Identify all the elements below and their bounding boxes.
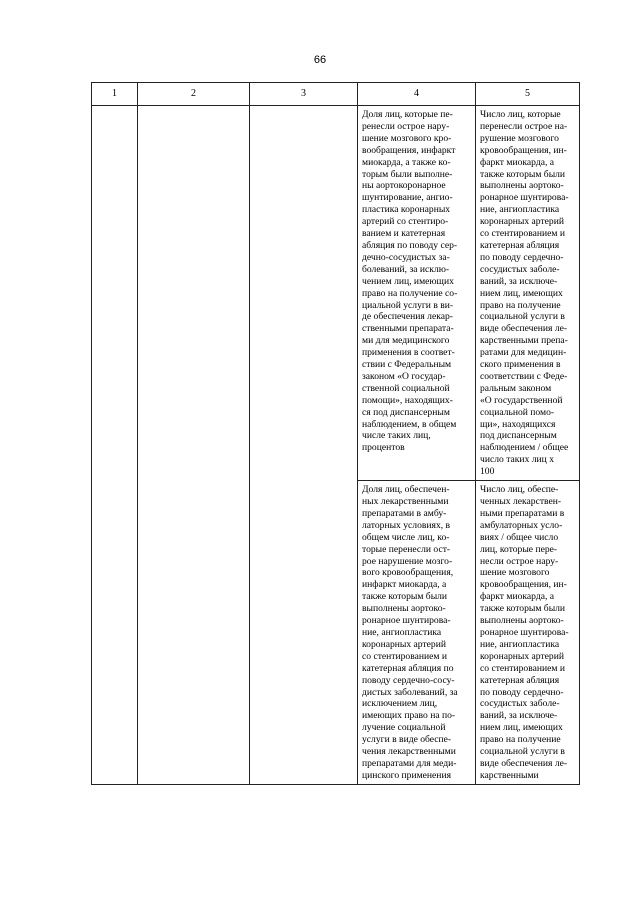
indicator-name-text: Доля лиц, которые пе- ренесли острое нару- шение мозгового кро- вообращения, инфаркт миокарда, а также ко- торым были выполне- ны аортокоронарное шунтирование, ангио- пластика коронарных артерий со стентиро- ванием и катетерная абляция по поводу сер- дечно-сосудистых за- болеваний, за исклю- чением лиц, имеющих право на получение со- циальной услуги в ви- де обеспечения лекар- ственными препарата- ми для медицинского применения в соответ- ствии с Федеральным законом «О государ- ственной социальной помощи», находящих- ся под диспансерным наблюдением, в общем числе таких лиц, процентов — [362, 109, 458, 454]
table-row — [92, 106, 580, 481]
indicator-formula-cell — [476, 106, 580, 481]
header-col-5: 5 — [476, 83, 580, 106]
cell-col-3 — [250, 106, 358, 785]
cell-col-2 — [138, 106, 250, 785]
indicator-name-text: Доля лиц, обеспечен- ных лекарственными препаратами в амбу- латорных условиях, в общем числе лиц, ко- торые перенесли ост- рое нарушение мозго- вого кровообращения, инфаркт миокарда, а также которым были выполнены аортоко- ронарное шунтирова- ние, ангиопластика коронарных артерий со стентированием и катетерная абляция по поводу сердечно-сосу- дистых заболеваний, за исключением лиц, имеющих право на по- лучение социальной услуги в виде обеспе- чения лекарственными препаратами для меди- цинского применения — [362, 484, 458, 781]
table-header-row — [92, 83, 580, 106]
indicator-formula-text: Число лиц, обеспе- ченных лекарствен- ными препаратами в амбулаторных усло- виях / общее число лиц, которые пере- несли острое нару- шение мозгового кровообращения, ин- фаркт миокарда, а также которым были выполнены аортоко- ронарное шунтирова- ние, ангиопластика коронарных артерий со стентированием и катетерная абляция по поводу сердечно- сосудистых заболе- ваний, за исключе- нием лиц, имеющих право на получение социальной услуги в виде обеспечения ле- карственными — [480, 484, 569, 781]
header-col-1: 1 — [92, 83, 138, 106]
indicator-name-cell — [358, 106, 476, 481]
indicator-table — [91, 82, 580, 785]
header-col-4: 4 — [358, 83, 476, 106]
indicator-formula-text: Число лиц, которые перенесли острое на- рушение мозгового кровообращения, ин- фаркт миокарда, а также которым были выполнены аортоко- ронарное шунтирова- ние, ангиопластика коронарных артерий со стентированием и катетерная абляция по поводу сердечно- сосудистых заболе- ваний, за исключе- нием лиц, имеющих право на получение социальной услуги в виде обеспечения ле- карственными препа- ратами для медицин- ского применения в соответствии с Феде- ральным законом «О государственной социальной помо- щи», находящихся под диспансерным наблюдением / общее число таких лиц x 100 — [480, 109, 569, 478]
header-col-3: 3 — [250, 83, 358, 106]
indicator-formula-cell — [476, 481, 580, 785]
cell-col-1 — [92, 106, 138, 785]
indicator-name-cell — [358, 481, 476, 785]
page-number: 66 — [313, 54, 327, 66]
header-col-2: 2 — [138, 83, 250, 106]
